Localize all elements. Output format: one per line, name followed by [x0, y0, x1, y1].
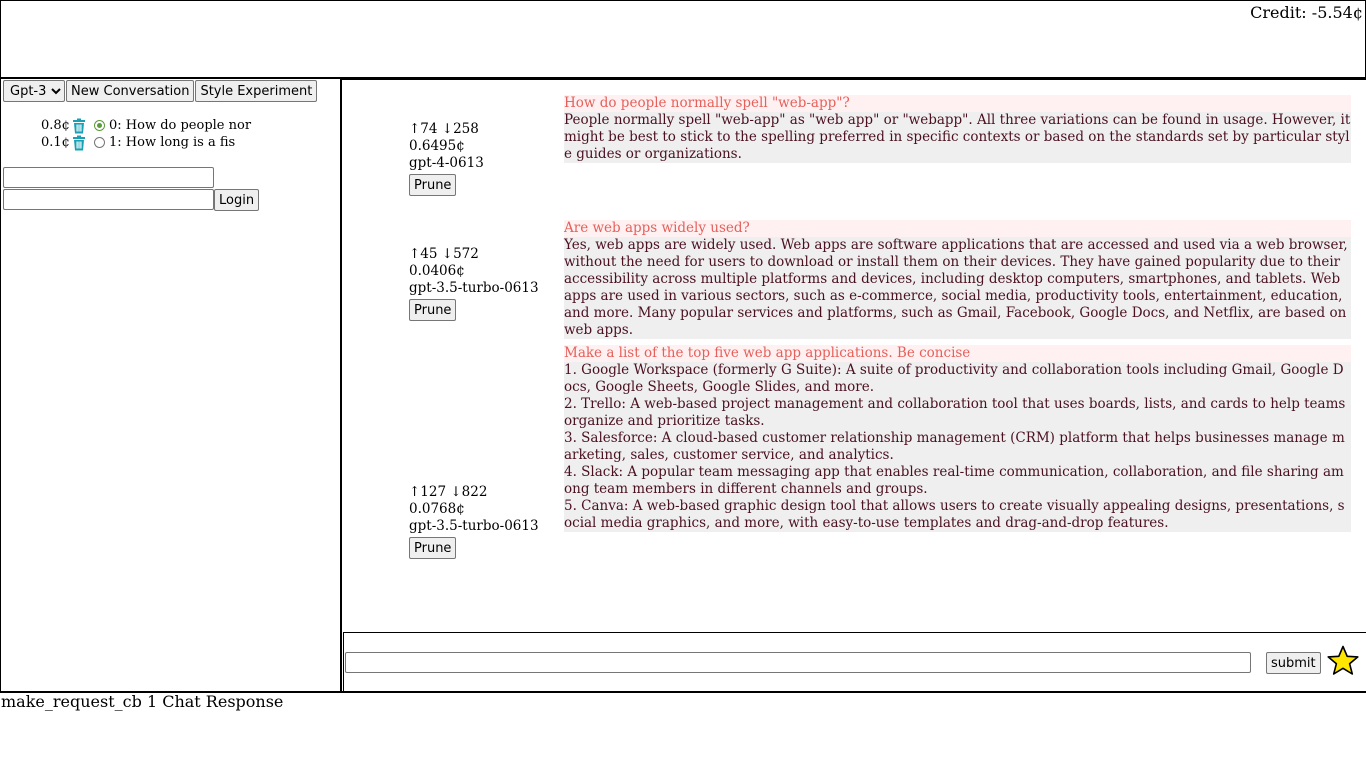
user-prompt: Are web apps widely used?: [564, 220, 1351, 237]
reply-paragraph: Yes, web apps are widely used. Web apps are software applications that are accessed and used via a web browser, without the need for users to download or install them on their devices. They have gained popularity due to their accessibility across multiple platforms and devices, including desktop computers, smartphones, and tablets. Web apps are used in various sectors, such as e-commerce, social media, productivity tools, entertainment, education, and more. Many popular services and platforms, such as Gmail, Facebook, Google Docs, and Netflix, are based on web apps.: [564, 237, 1348, 338]
token-count: ↑127 ↓822: [409, 484, 488, 500]
conversation-cost: 0.1¢: [41, 135, 70, 150]
model-select[interactable]: [3, 80, 65, 102]
message-cost: 0.6495¢: [409, 138, 465, 154]
message-cost: 0.0406¢: [409, 263, 465, 279]
style-experiment-button[interactable]: Style Experiment: [195, 80, 317, 102]
top-bar: [0, 0, 1366, 79]
reply-list-item: 4. Slack: A popular team messaging app that enables real-time communication, collaboration, and file sharing among team members in different channels and groups.: [564, 464, 1344, 497]
prune-button[interactable]: Prune: [409, 537, 456, 559]
model-name: gpt-3.5-turbo-0613: [409, 518, 539, 534]
message: [564, 220, 1351, 339]
message-meta: [409, 121, 484, 196]
prune-button[interactable]: Prune: [409, 174, 456, 196]
conversation-radio[interactable]: [94, 137, 105, 148]
token-count: ↑45 ↓572: [409, 246, 479, 262]
chat-panel: [342, 78, 1366, 693]
status-message: make_request_cb 1 Chat Response: [1, 692, 284, 711]
trash-icon[interactable]: [71, 118, 87, 134]
login-button[interactable]: Login: [214, 189, 259, 211]
conversation-list: [41, 117, 251, 151]
model-name: gpt-4-0613: [409, 155, 484, 171]
message-meta: [409, 484, 539, 559]
reply-list-item: 1. Google Workspace (formerly G Suite): A suite of productivity and collaboration tools including Gmail, Google Docs, Google Sheets, Google Slides, and more.: [564, 362, 1344, 395]
toolbar: [3, 80, 317, 102]
credit-display: Credit: -5.54¢: [1250, 3, 1363, 22]
password-input[interactable]: [3, 189, 214, 210]
message-meta: [409, 246, 539, 321]
assistant-reply: [564, 237, 1351, 339]
username-input[interactable]: [3, 167, 214, 188]
reply-paragraph: People normally spell "web-app" as "web app" or "webapp". All three variations can be found in usage. However, it might be best to stick to the spelling preferred in specific contexts or based on the standards set by particular style guides or organizations.: [564, 112, 1351, 162]
sidebar: [0, 78, 342, 693]
user-prompt: Make a list of the top five web app applications. Be concise: [564, 345, 1351, 362]
token-count: ↑74 ↓258: [409, 121, 479, 137]
prune-button[interactable]: Prune: [409, 299, 456, 321]
model-name: gpt-3.5-turbo-0613: [409, 280, 539, 296]
assistant-reply: [564, 112, 1351, 163]
assistant-reply: [564, 362, 1351, 532]
conversation-cost: 0.8¢: [41, 118, 70, 133]
composer: [343, 632, 1366, 692]
star-icon[interactable]: [1327, 645, 1359, 677]
trash-icon[interactable]: [71, 135, 87, 151]
reply-list-item: 5. Canva: A web-based graphic design tool that allows users to create visually appealing designs, presentations, social media graphics, and more, with easy-to-use templates and drag-and-drop features.: [564, 498, 1345, 531]
submit-button[interactable]: submit: [1266, 652, 1321, 674]
conversation-item[interactable]: [41, 117, 251, 134]
conversation-item[interactable]: [41, 134, 251, 151]
conversation-radio-selected[interactable]: [94, 120, 105, 131]
conversation-title[interactable]: 1: How long is a fis: [109, 135, 236, 150]
message: [564, 345, 1351, 532]
reply-list-item: 2. Trello: A web-based project management and collaboration tool that uses boards, lists, and cards to help teams organize and prioritize tasks.: [564, 396, 1346, 429]
message: [564, 95, 1351, 163]
message-cost: 0.0768¢: [409, 501, 465, 517]
new-conversation-button[interactable]: New Conversation: [66, 80, 194, 102]
reply-list-item: 3. Salesforce: A cloud-based customer relationship management (CRM) platform that helps businesses manage marketing, sales, customer service, and analytics.: [564, 430, 1345, 463]
user-prompt: How do people normally spell "web-app"?: [564, 95, 1351, 112]
conversation-title[interactable]: 0: How do people nor: [109, 118, 252, 133]
chat-input[interactable]: [345, 652, 1251, 673]
